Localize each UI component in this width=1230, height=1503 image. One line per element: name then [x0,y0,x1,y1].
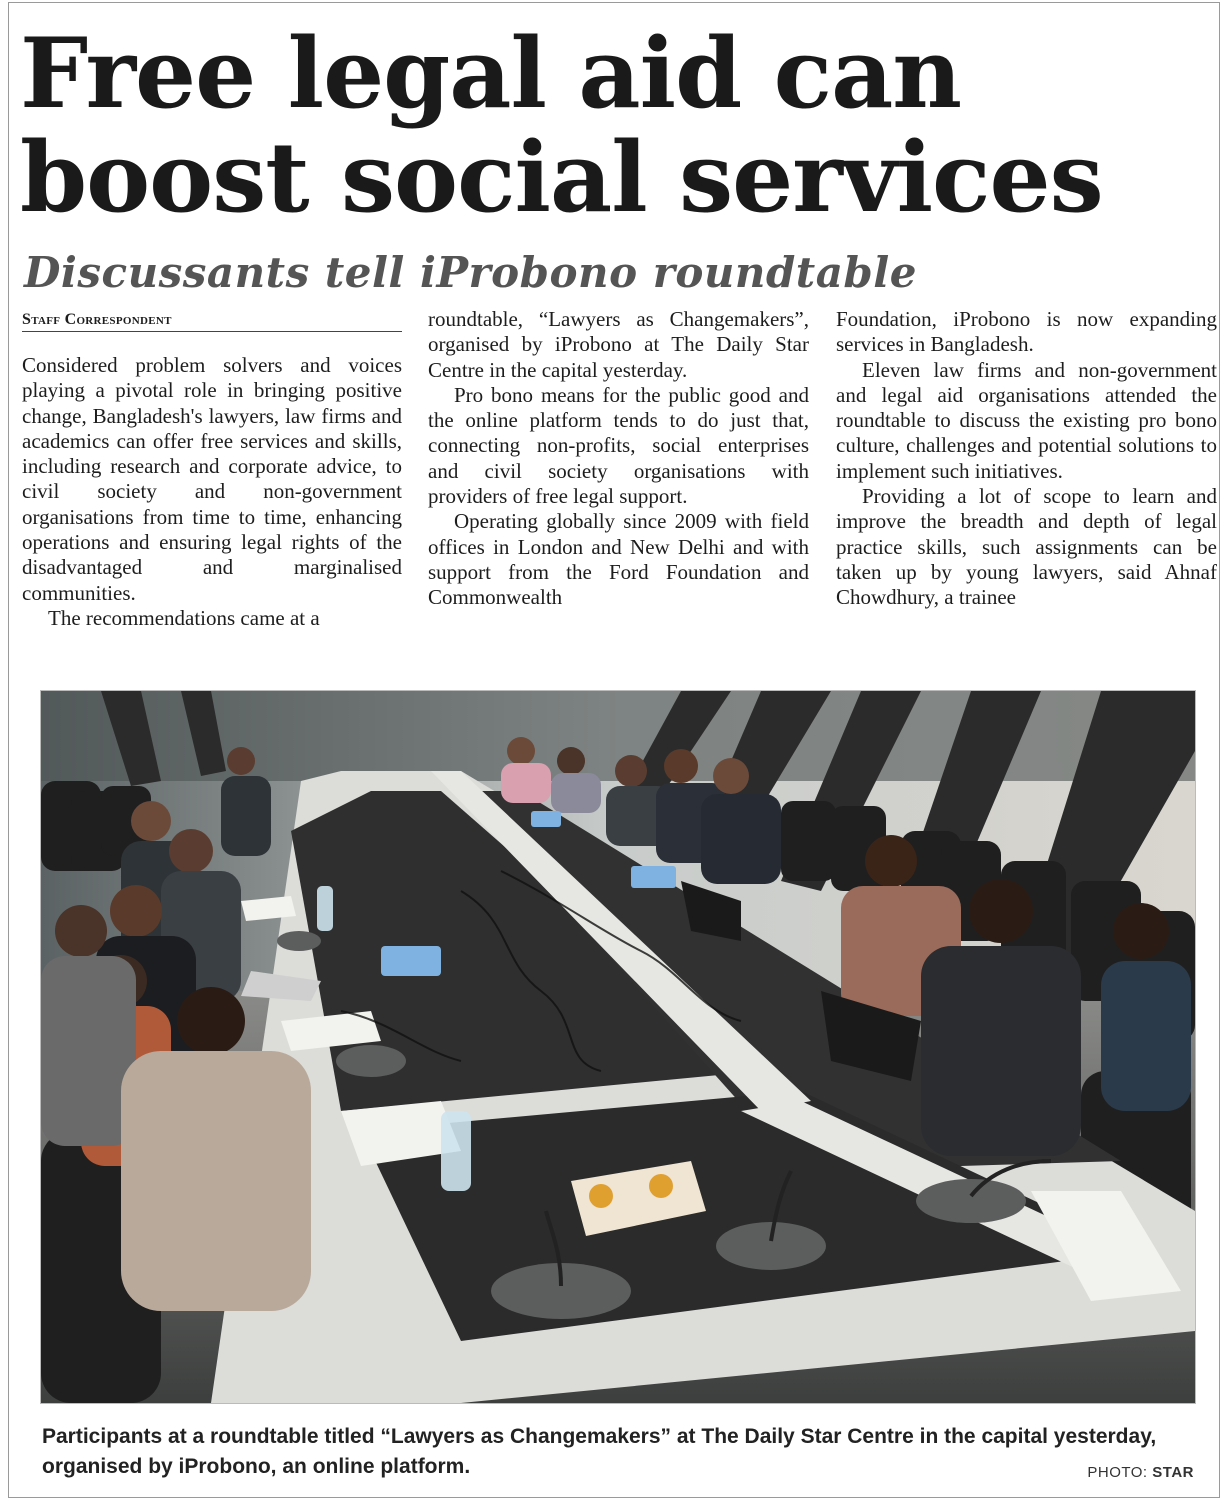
roundtable-photo [40,690,1196,1404]
photo-illustration [41,691,1195,1403]
photo-credit [1087,1464,1194,1481]
photo-credit-label: PHOTO: [1087,1464,1148,1481]
paragraph: Eleven law firms and non-government and legal aid organisations attended the roundtable to discuss the existing pro bono culture, challenges and potential solutions to implement such initiatives. [836,357,1217,483]
photo-credit-source: STAR [1152,1464,1194,1481]
column-3 [836,307,1217,611]
subheadline: Discussants tell iProbono roundtable [24,248,917,297]
paragraph: Operating globally since 2009 with field offices in London and New Delhi and with support from the Ford Foundation and Commonwealth [428,509,809,610]
paragraph: roundtable, “Lawyers as Changemakers”, organised by iProbono at The Daily Star Centre in the capital yesterday. [428,307,809,382]
paragraph: Pro bono means for the public good and the online platform tends to do just that, connecting non-profits, social enterprises and civil society organisations with providers of free legal support. [428,382,809,509]
paragraph: Providing a lot of scope to learn and improve the breadth and depth of legal practice skills, such assignments can be taken up by young lawyers, said Ahnaf Chowdhury, a trainee [836,484,1217,610]
byline: Staff Correspondent [22,311,402,332]
paragraph: The recommendations came at a [48,605,320,630]
column-1 [22,353,402,631]
paragraph: Foundation, iProbono is now expanding services in Bangladesh. [836,307,1217,357]
photo-caption: Participants at a roundtable titled “Lawyers as Changemakers” at The Daily Star Centre in the capital yesterday, organised by iProbono, an online platform. [42,1425,1157,1478]
paragraph: Considered problem solvers and voices playing a pivotal role in bringing positive change, Bangladesh's lawyers, law firms and academics can offer free services and skills, including research and corporate advice, to civil society and non-government organisations from time to time, enhancing operations and ensuring legal rights of the disadvantaged and marginalised communities. [22,353,402,605]
headline: Free legal aid can boost social services [20,17,1103,234]
column-2 [428,307,809,611]
